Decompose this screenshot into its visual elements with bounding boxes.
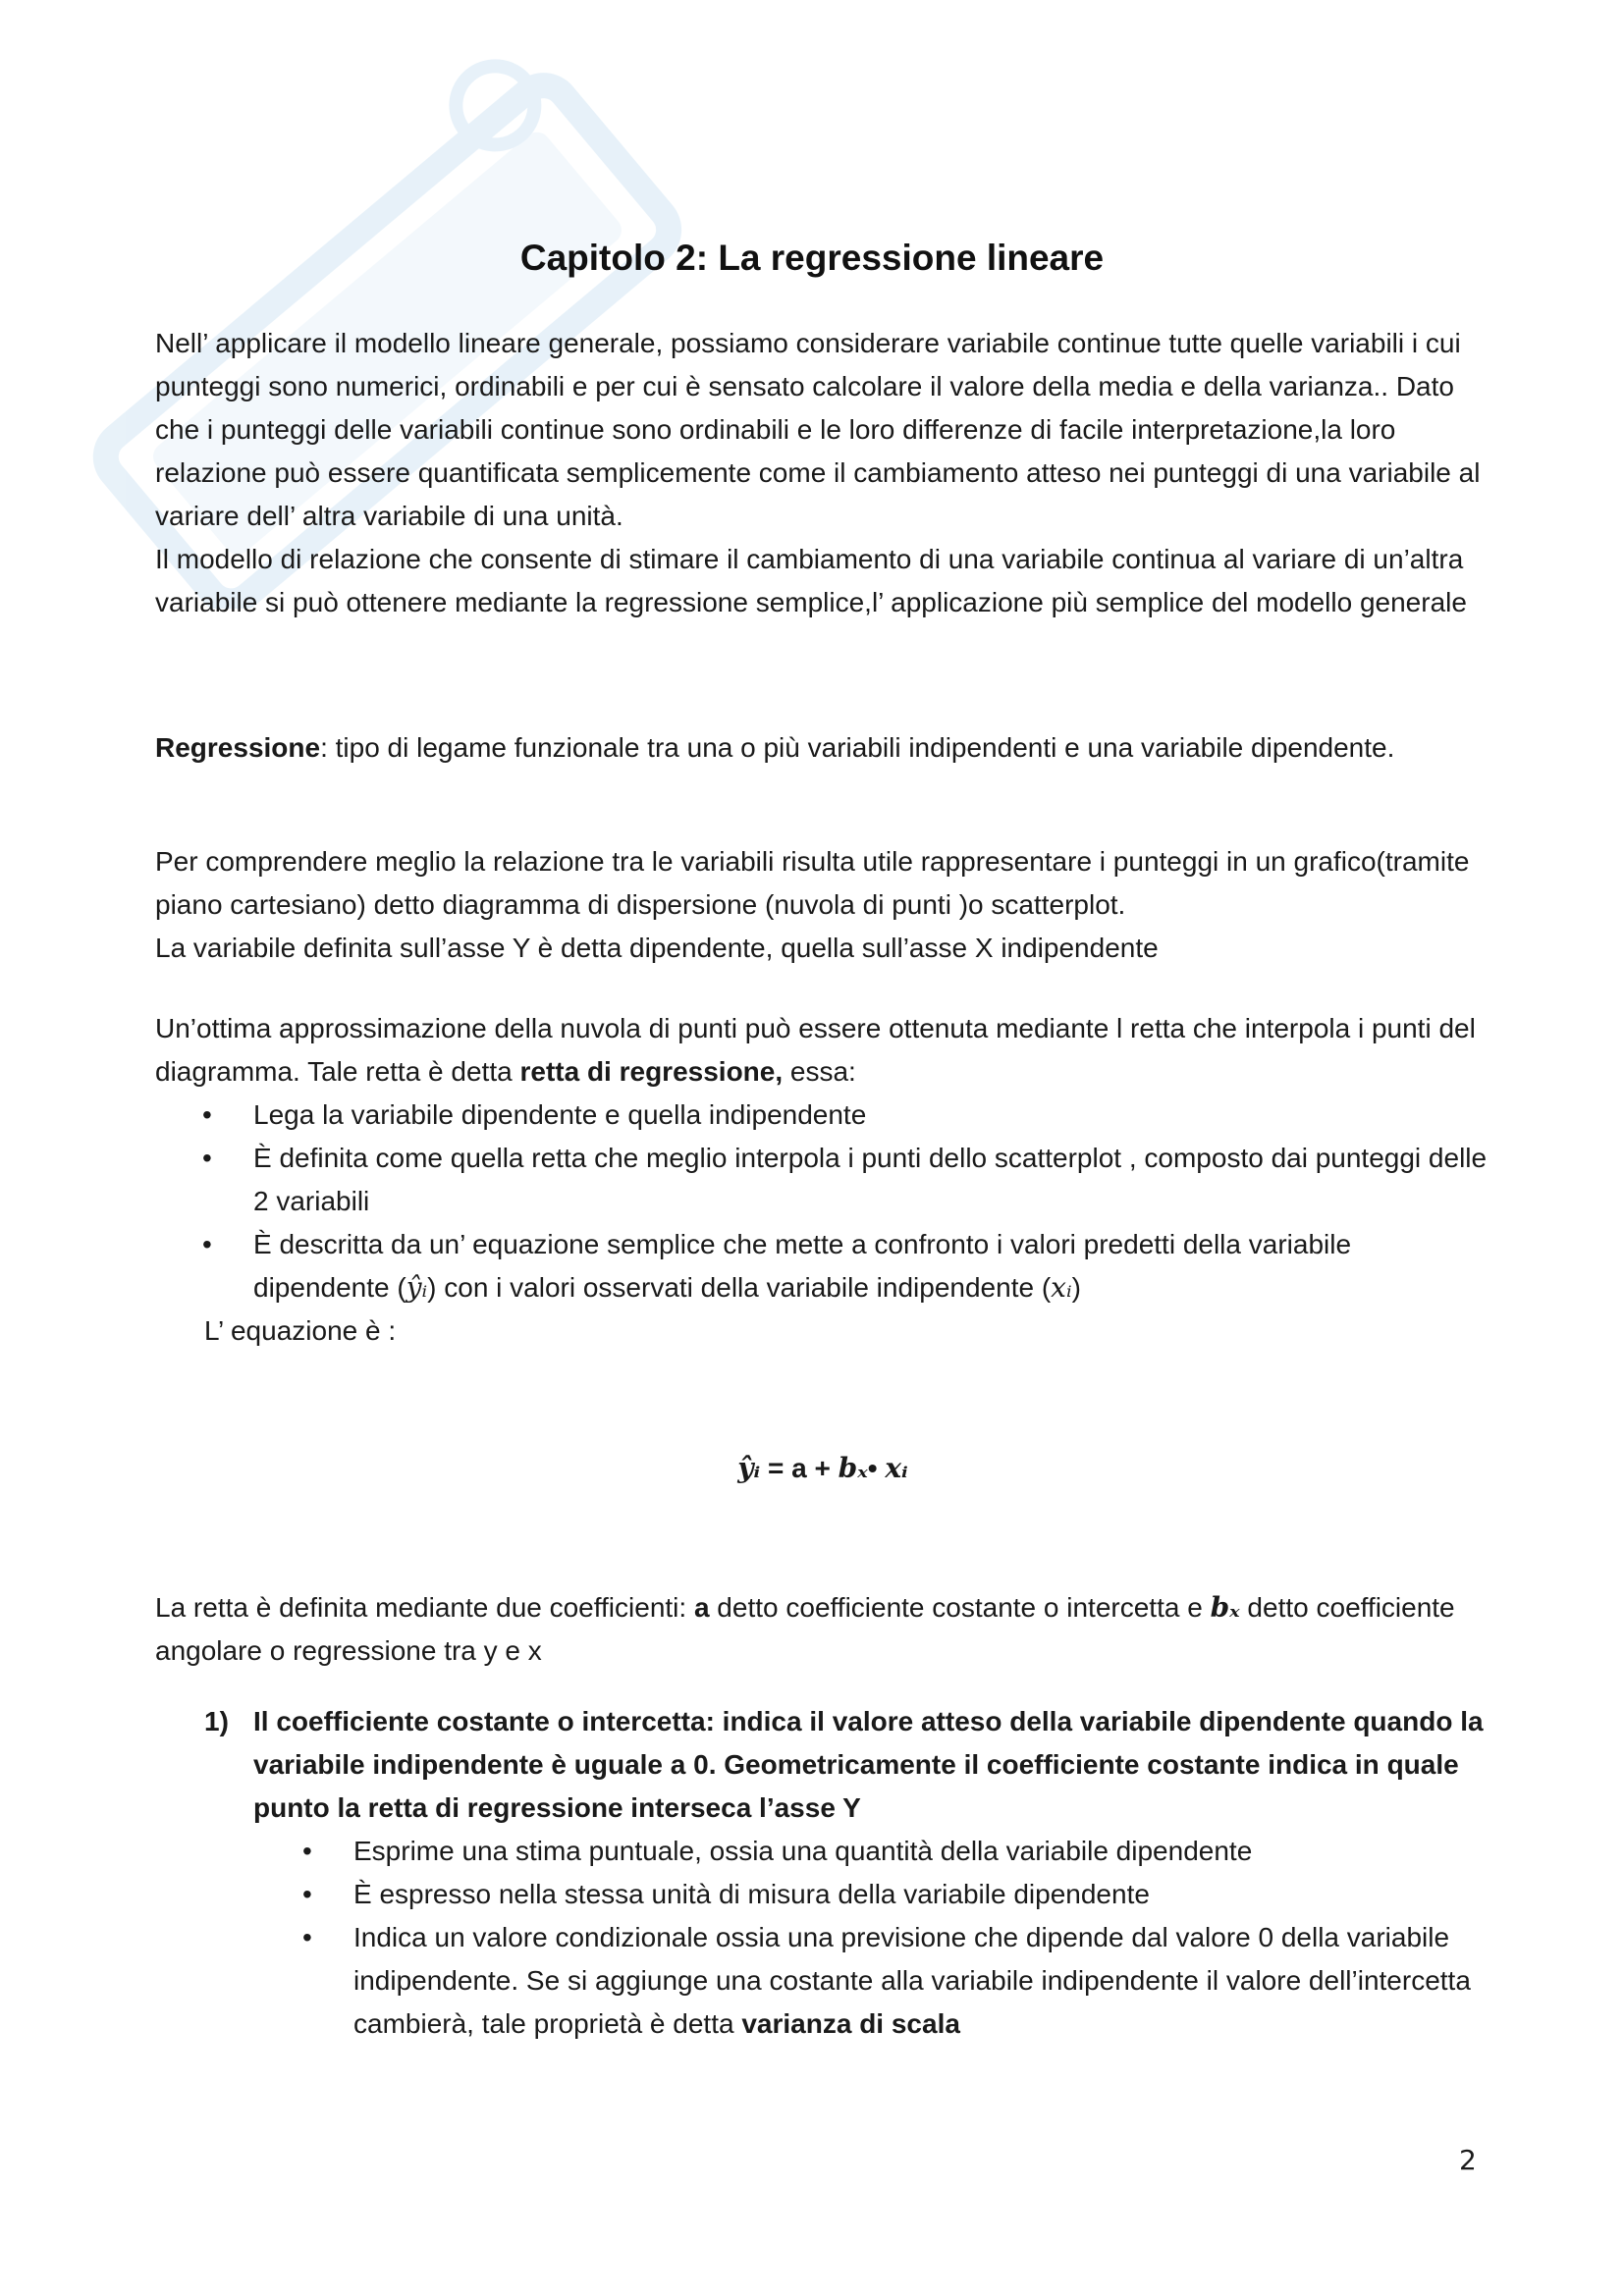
scatter-paragraph-2: La variabile definita sull’asse Y è detta dipendente, quella sull’asse X indipendente (155, 933, 1159, 963)
item-1-section (155, 1700, 1490, 2046)
coefficienti-paragraph: La retta è definita mediante due coefficienti: a detto coefficiente costante o intercetta e bₓ detto coefficiente angolare o regressione tra y e x (155, 1591, 1455, 1666)
yhat-symbol: ŷᵢ (406, 1271, 428, 1304)
intro-paragraph-2: Il modello di relazione che consente di stimare il cambiamento di una variabile continua al variare di un’altra variabile si può ottenere mediante la regressione semplice,l’ applicazione più semplice del modello generale (155, 544, 1467, 617)
regressione-definition-text: : tipo di legame funzionale tra una o più variabili indipendenti e una variabile dipendente. (320, 732, 1395, 763)
regression-equation: ŷᵢ = a + bₓ• xᵢ (737, 1452, 908, 1484)
regressione-definition (155, 726, 1490, 770)
item-1-sub-list (155, 1830, 1490, 2046)
item-1-sub-2: • È espresso nella stessa unità di misura della variabile dipendente (353, 1873, 1490, 1916)
page-title: Capitolo 2: La regressione lineare (519, 238, 1105, 278)
item-1 (155, 1700, 1490, 1830)
regressione-term: Regressione (155, 732, 321, 763)
item-1-text: Il coefficiente costante o intercetta: indica il valore atteso della variabile dipendente quando la variabile indipendente è uguale a 0. Geometricamente il coefficiente costante indica in quale punto la retta di regressione interseca l’asse Y (253, 1706, 1484, 1823)
intro-paragraph-1: Nell’ applicare il modello lineare generale, possiamo considerare variabile continue tutte quelle variabili i cui punteggi sono numerici, ordinabili e per cui è sensato calcolare il valore della media e della varianza.. Dato che i punteggi delle variabili continue sono ordinabili e le loro differenze di facile interpretazione,la loro relazione può essere quantificata semplicemente come il cambiamento atteso nei punteggi di una variabile al variare dell’ altra variabile di una unità. (155, 328, 1481, 531)
page-number: 2 (1459, 2144, 1477, 2176)
retta-intro: Un’ottima approssimazione della nuvola di punti può essere ottenuta mediante l retta che interpola i punti del diagramma. Tale retta è detta retta di regressione, essa: (155, 1013, 1476, 1087)
item-1-sub-1: • Esprime una stima puntuale, ossia una quantità della variabile dipendente (353, 1830, 1490, 1873)
retta-bullet-list (155, 1094, 1490, 1309)
item-1-sub-3: • Indica un valore condizionale ossia una previsione che dipende dal valore 0 della variabile indipendente. Se si aggiunge una costante alla variabile indipendente il valore dell’intercetta cambierà, tale proprietà è detta varianza di scala (353, 1916, 1490, 2046)
equation-label: L’ equazione è : (204, 1315, 397, 1346)
retta-bullet-3: • È descritta da un’ equazione semplice che mette a confronto i valori predetti della variabile dipendente (ŷᵢ) con i valori osservati della variabile indipendente (xᵢ) (253, 1223, 1490, 1309)
item-1-number: 1) (204, 1706, 229, 1736)
retta-bullet-1: • Lega la variabile dipendente e quella indipendente (253, 1094, 1490, 1137)
scatter-section (155, 840, 1490, 970)
retta-term: retta di regressione, (519, 1056, 784, 1087)
intro-section (155, 322, 1490, 624)
retta-section (155, 1007, 1490, 1353)
xi-symbol: xᵢ (1051, 1271, 1072, 1304)
scatter-paragraph-1: Per comprendere meglio la relazione tra le variabili risulta utile rappresentare i punteggi in un grafico(tramite piano cartesiano) detto diagramma di dispersione (nuvola di punti )o scatterplot. (155, 846, 1470, 920)
retta-bullet-2: • È definita come quella retta che meglio interpola i punti dello scatterplot , composto dai punteggi delle 2 variabili (253, 1137, 1490, 1223)
